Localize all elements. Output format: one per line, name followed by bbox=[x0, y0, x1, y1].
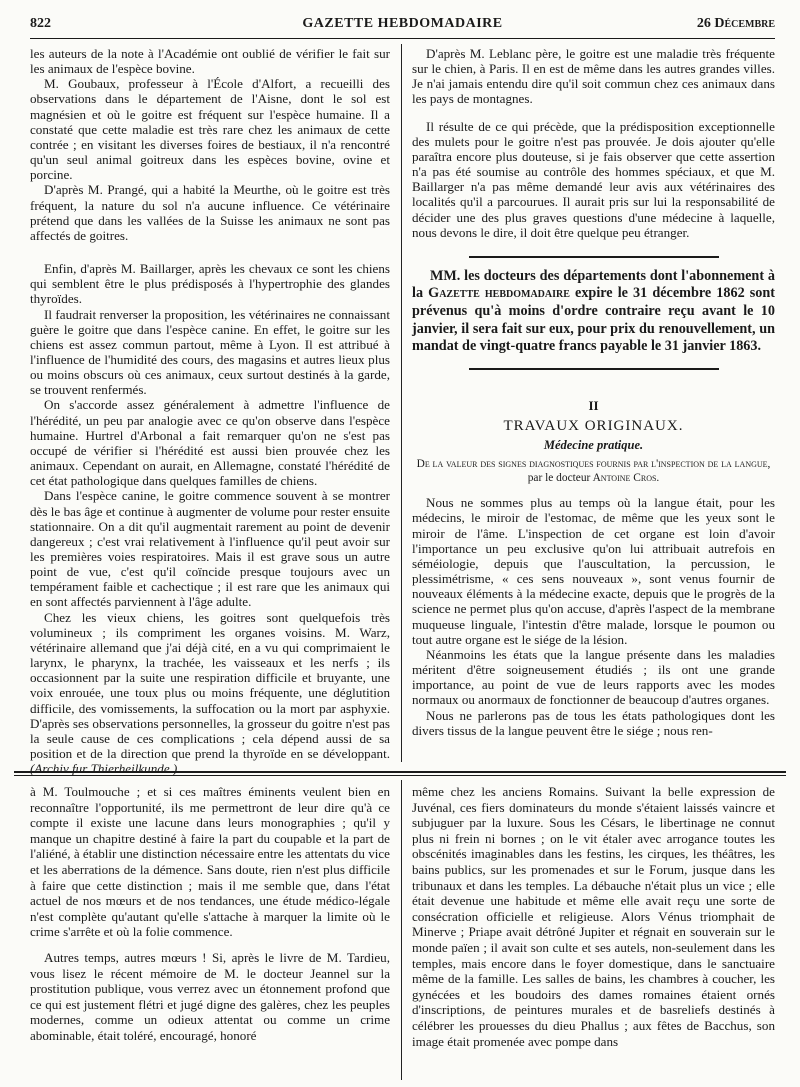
paragraph: On s'accorde assez généralement à admettre l'influence de l'hérédité, un peu par analogie avec ce qu'on observe dans l'espèce humaine. Hurtrel d'Arbonal a fait remarquer qu'on ne s'est pas occupé de vérifier si l'hérédité est aussi bien prouvée chez les animaux. Cependant on aurait, en Allemagne, constaté l'hérédité de cet état pathologique dans quelques familles de chiens. bbox=[30, 397, 390, 489]
paragraph: les auteurs de la note à l'Académie ont oublié de vérifier le fait sur les animaux de l'espèce bovine. bbox=[30, 46, 390, 77]
issue-date: 26 Décembre bbox=[696, 16, 775, 31]
paragraph: Il résulte de ce qui précède, que la prédisposition exceptionnelle des mulets pour le goitre n'est pas prouvée. Je dois ajouter qu'elle paraîtra encore plus douteuse, si je fais observer que cette assertion n'a pas été soumise au contrôle des hommes spéciaux, et que M. Baillarger n'a pas même demandé leur avis aux vétérinaires des localités qu'il a parcourues. Il aurait pris sur lui la responsabilité de décider une des plus graves questions d'une médecine à laquelle, nous devons le dire, il doit être quelque peu étranger. bbox=[412, 118, 775, 240]
section-title: TRAVAUX ORIGINAUX. bbox=[503, 418, 684, 434]
subsection-title: Médecine pratique. bbox=[543, 438, 644, 453]
subscription-notice bbox=[412, 268, 775, 356]
journal-title: GAZETTE HEBDOMADAIRE bbox=[302, 16, 503, 31]
paragraph: D'après M. Prangé, qui a habité la Meurthe, où le goitre est très fréquent, la nature du sol n'a aucune influence. Ce vétérinaire prétend que dans les vallées de la Suisse les animaux ne sont pas affectés de goitres. bbox=[30, 182, 390, 243]
article-heading bbox=[412, 457, 775, 485]
article-author-prefix: par le docteur bbox=[527, 472, 591, 485]
paragraph: Il faudrait renverser la proposition, les vétérinaires ne connaissant guère le goitre que dans l'espèce canine. En effet, le goitre sur les chiens est assez commun partout, même à Lyon. Il est attribué à l'influence de l'humidité des cours, des magasins et autres lieux plus ou moins obscurs où ces animaux, ceux surtout destinés à la garde, se trouvent renfermés. bbox=[30, 306, 390, 398]
paragraph: Nous ne sommes plus au temps où la langue était, pour les médecins, le miroir de l'estomac, de même que les yeux sont le miroir de l'âme. L'inspection de cet organe est loin d'avoir l'importance un peu exclusive qu'on lui attribuait autrefois en séméiologie, depuis que l'auscultation, la percussion, le plessimétrisme, « ces sens nouveaux », sont venus fournir de nouveaux éléments à la médecine exacte, depuis que le progrès de la science ne permet plus qu'on accuse, d'après l'aspect de la membrane muqueuse linguale, l'intestin d'être malade, lorsque le poumon ou tout autre organe est le siége de la lésion. bbox=[412, 495, 775, 647]
paragraph: Dans l'espèce canine, le goitre commence souvent à se montrer dès le bas âge et continue à augmenter de volume pour rester ensuite stationnaire. On a dit qu'il augmentait rarement au point de devenir dangereux ; c'est vrai relativement à l'influence qu'il peut avoir sur les premières voies respiratoires. Mais il est grave sous un autre point de vue, c'est qu'il coïncide presque toujours avec un tempérament faible et cachectique ; il est rare que les animaux qui en sont affectés parviennent à l'âge adulte. bbox=[30, 488, 390, 610]
notice-text: MM. les docteurs des départements dont l'abonnement à la Gazette hebdomadaire expire le 31 décembre 1862 sont prévenus qu'à moins d'ordre contraire reçu avant le 10 janvier, il sera fait sur eux, pour prix du renouvellement, un mandat de vingt-quatre francs payable le 31 janvier 1863. bbox=[412, 267, 776, 355]
notice-journal-name: Gazette hebdomadaire bbox=[428, 285, 570, 302]
paragraph bbox=[30, 610, 390, 777]
bottom-left-column bbox=[30, 784, 390, 1044]
page-number: 822 bbox=[30, 16, 51, 31]
bottom-right-column bbox=[412, 784, 775, 1049]
article-title: De la valeur des signes diagnostiques fournis par l'inspection de la langue, bbox=[416, 458, 771, 471]
top-left-column bbox=[30, 46, 390, 776]
paragraph: D'après M. Leblanc père, le goitre est une maladie très fréquente sur le chien, à Paris. Il en est de même dans les autres grandes villes. Je n'ai jamais entendu dire qu'il soit commun chez ces animaux dans les pays de montagnes. bbox=[412, 46, 775, 107]
column-divider bbox=[401, 44, 402, 762]
article-author: Antoine Cros. bbox=[592, 472, 660, 485]
paragraph: Néanmoins les états que la langue présente dans les maladies méritent d'être soigneusement étudiés ; ils ont une grande importance, au point de vue de leurs rapports avec les modes normaux ou anormaux de fonctionner de beaucoup d'autres organes. bbox=[412, 646, 775, 708]
citation: (Archiv fur Thierheilkunde.) bbox=[30, 761, 178, 777]
top-right-column bbox=[412, 46, 775, 738]
page-header bbox=[30, 14, 775, 39]
paragraph: même chez les anciens Romains. Suivant la belle expression de Juvénal, ces fiers dominateurs du monde s'étaient laissés vaincre et subjuguer par la luxure. Sous les Césars, le libertinage ne connut plus ni frein ni bornes ; on le vit étaler avec arrogance toutes les obscénités imaginables dans les festins, les cirques, les théâtres, les bains publics, sur les promenades et sur le Forum, jusque dans les tribunaux et dans les temples. La débauche n'était plus un vice ; elle était devenue une habitude et même elle avait reçu une sorte de consécration officielle et religieuse. Alors Vénus triomphait de Minerve ; Priape avait détrôné Jupiter et régnait en souverain sur le monde païen ; il avait son culte et ses autels, non-seulement dans les temples, mais encore dans le foyer domestique, dans le sanctuaire même de la famille. Les salles de bains, les chambres à coucher, les gynécées et les boudoirs des dames romaines étaient ornés d'inscriptions, de peintures murales et de basreliefs destinés à célébrer les prouesses du dieu Phallus ; aux fêtes de Bacchus, son image était promenée avec pompe dans bbox=[412, 784, 775, 1049]
column-divider-bottom bbox=[401, 780, 402, 1080]
paragraph: à M. Toulmouche ; et si ces maîtres éminents veulent bien en reconnaître l'opportunité, ils me permettront de leur dire qu'à ce compte il existe une lacune dans leurs monographies ; qu'il y manque un chapitre destiné à faire la part du coupable et la part de l'aliéné, à établir une distinction nécessaire entre les attentats du vice et les aberrations de la démence. Sans doute, rien n'est plus difficile à faire que cette distinction ; mais il me semble que, dans l'état actuel de nos mœurs et de nos tendances, une étude médico-légale n'est complète qu'autant qu'elle s'attache à marquer la limite où le crime s'arrête et où la folie commence. bbox=[30, 784, 390, 940]
paragraph: Nous ne parlerons pas de tous les états pathologiques dont les divers tissus de la langue peuvent être le siége ; nous ren- bbox=[412, 707, 775, 738]
notice-rule-top bbox=[469, 256, 719, 258]
paragraph: Enfin, d'après M. Baillarger, après les chevaux ce sont les chiens qui semblent être le plus prédisposés à l'hypertrophie des glandes thyroïdes. bbox=[30, 261, 390, 307]
notice-rule-bottom bbox=[469, 368, 719, 370]
page-half-divider bbox=[14, 771, 786, 773]
paragraph-text: Chez les vieux chiens, les goitres sont quelquefois très volumineux ; ils compriment les organes voisins. M. Warz, vétérinaire allemand que j'ai déjà cité, en a vu qui comprimaient le larynx, le pharynx, la trachée, les vaisseaux et les nerfs ; ils occasionnent par la suite une respiration difficile et bruyante, une voix enrouée, une toux plus ou moins fréquente, une déglutition difficile, des vomissements, la suffocation ou la mort par asphyxie. D'après ses observations personnelles, la grosseur du goitre n'est pas la seule cause de ces complications ; cela dépend aussi de sa position et de la direction que prend la thyroïde en se développant. bbox=[30, 609, 390, 762]
paragraph: M. Goubaux, professeur à l'École d'Alfort, a recueilli des observations dans le département de l'Aisne, dont le sol est magnésien et où le goitre est fréquent sur l'espèce humaine. Il a constaté que cette maladie est très rare chez les animaux de cette contrée ; en visitant les diverses foires de bestiaux, il n'a rencontré qu'un seul animal goitreux dans les espèces bovine, ovine et porcine. bbox=[30, 76, 390, 183]
section-number: II bbox=[588, 397, 599, 413]
page-half-divider-thin bbox=[14, 775, 786, 776]
paragraph: Autres temps, autres mœurs ! Si, après le livre de M. Tardieu, vous lisez le récent mémoire de M. le docteur Jeannel sur la prostitution publique, vous verrez avec un étonnement profond que ce qui est justement flétri et jugé digne des galères, chez les peuples modernes, comme un odieux attentat ou comme un crime abominable, était toléré, encouragé, honoré bbox=[30, 949, 390, 1043]
